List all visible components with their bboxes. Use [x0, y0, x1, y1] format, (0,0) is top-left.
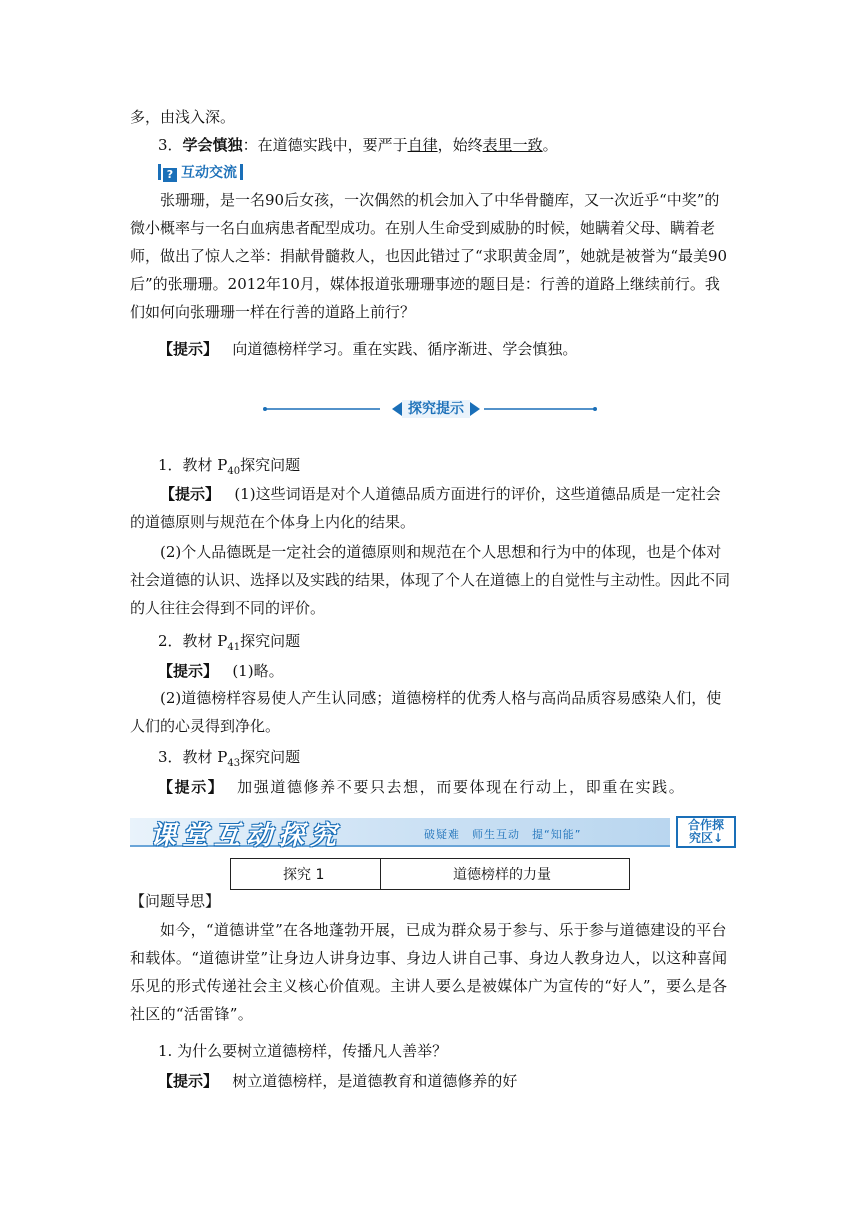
banner-title: 课堂互动探究 — [150, 821, 343, 851]
question-icon: ? — [163, 168, 177, 182]
underlined-self-discipline: 自律 — [407, 136, 438, 154]
story-paragraph: 张珊珊，是一名90后女孩，一次偶然的机会加入了中华骨髓库，又一次近乎“中奖”的微小概率与一名白血病患者配型成功。在别人生命受到威胁的时候，她瞒着父母、瞒着老师，做出了惊人之举：捐献骨髓救人，也因此错过了“求职黄金周”，她就是被誉为“最美90后”的张珊珊。2012年10月，媒体报道张珊珊事迹的题目是：行善的道路上继续前行。我们如何向张珊珊一样在行善的道路上前行？ — [130, 191, 728, 321]
guide-paragraph: 如今，“道德讲堂”在各地蓬勃开展，已成为群众易于参与、乐于参与道德建设的平台和载体。“道德讲堂”让身边人讲身边事、身边人讲自己事、身边人教身边人，以这种喜闻乐见的形式传递社会主义核心价值观。主讲人要么是被媒体广为宣传的“好人”，要么是各社区的“活雷锋”。 — [130, 921, 728, 1023]
underlined-consistency: 表里一致 — [482, 136, 543, 154]
answer-1-part-2: (2)个人品德既是一定社会的道德原则和规范在个人思想和行为中的体现，也是个体对社会道德的认识、选择以及实践的结果，体现了个人在道德上的自觉性与主动性。因此不同的人往往会得到不同的评价。 — [130, 543, 731, 617]
guide-answer-1: 【提示】 树立道德榜样，是道德教育和道德修养的好 — [158, 1072, 518, 1090]
section-banner — [130, 814, 738, 850]
arrow-down-icon: ↓ — [712, 831, 724, 845]
heading-bar-icon — [240, 164, 243, 180]
continued-line: 多，由浅入深。 — [130, 108, 236, 126]
question-1: 1．教材 $P_{40}$探究问题 — [158, 456, 301, 477]
guide-question-1: 1. 为什么要树立道德榜样，传播凡人善举？ — [158, 1042, 448, 1060]
question-3: 3．教材 $P_{43}$探究问题 — [158, 748, 301, 769]
table-cell-topic: 道德榜样的力量 — [453, 867, 551, 883]
item-3-title: 学会慎独 — [182, 136, 243, 154]
answer-2-part-2: (2)道德榜样容易使人产生认同感；道德榜样的优秀人格与高尚品质容易感染人们，使人们的心灵得到净化。 — [130, 689, 722, 735]
question-2: 2．教材 $P_{41}$探究问题 — [158, 632, 301, 653]
item-3: 3．学会慎独：在道德实践中，要严于自律，始终表里一致。 — [158, 136, 558, 154]
answer-3: 【提示】 加强道德修养不要只去想，而要体现在行动上，即重在实践。 — [158, 778, 686, 796]
answer-1-part-1: 【提示】 (1)这些词语是对个人道德品质方面进行的评价，这些道德品质是一定社会的道德原则与规范在个体身上内化的结果。 — [130, 485, 721, 531]
cooperative-explore-badge: 合作探 究区↓ — [676, 816, 736, 848]
divider-label: 探究提示 — [408, 401, 464, 417]
interact-heading: ? 互动交流 — [158, 162, 245, 182]
explore-table — [230, 858, 630, 890]
answer-2-part-1: 【提示】 (1)略。 — [158, 662, 284, 680]
interact-hint: 【提示】 向道德榜样学习。重在实践、循序渐进、学会慎独。 — [158, 340, 578, 358]
explore-divider — [262, 398, 598, 420]
guide-heading: 【问题导思】 — [130, 892, 221, 910]
heading-bar-icon — [158, 164, 161, 180]
table-cell-explore-1: 探究 1 — [231, 859, 381, 889]
banner-slogan: 破疑难 师生互动 提“知能” — [424, 828, 582, 841]
